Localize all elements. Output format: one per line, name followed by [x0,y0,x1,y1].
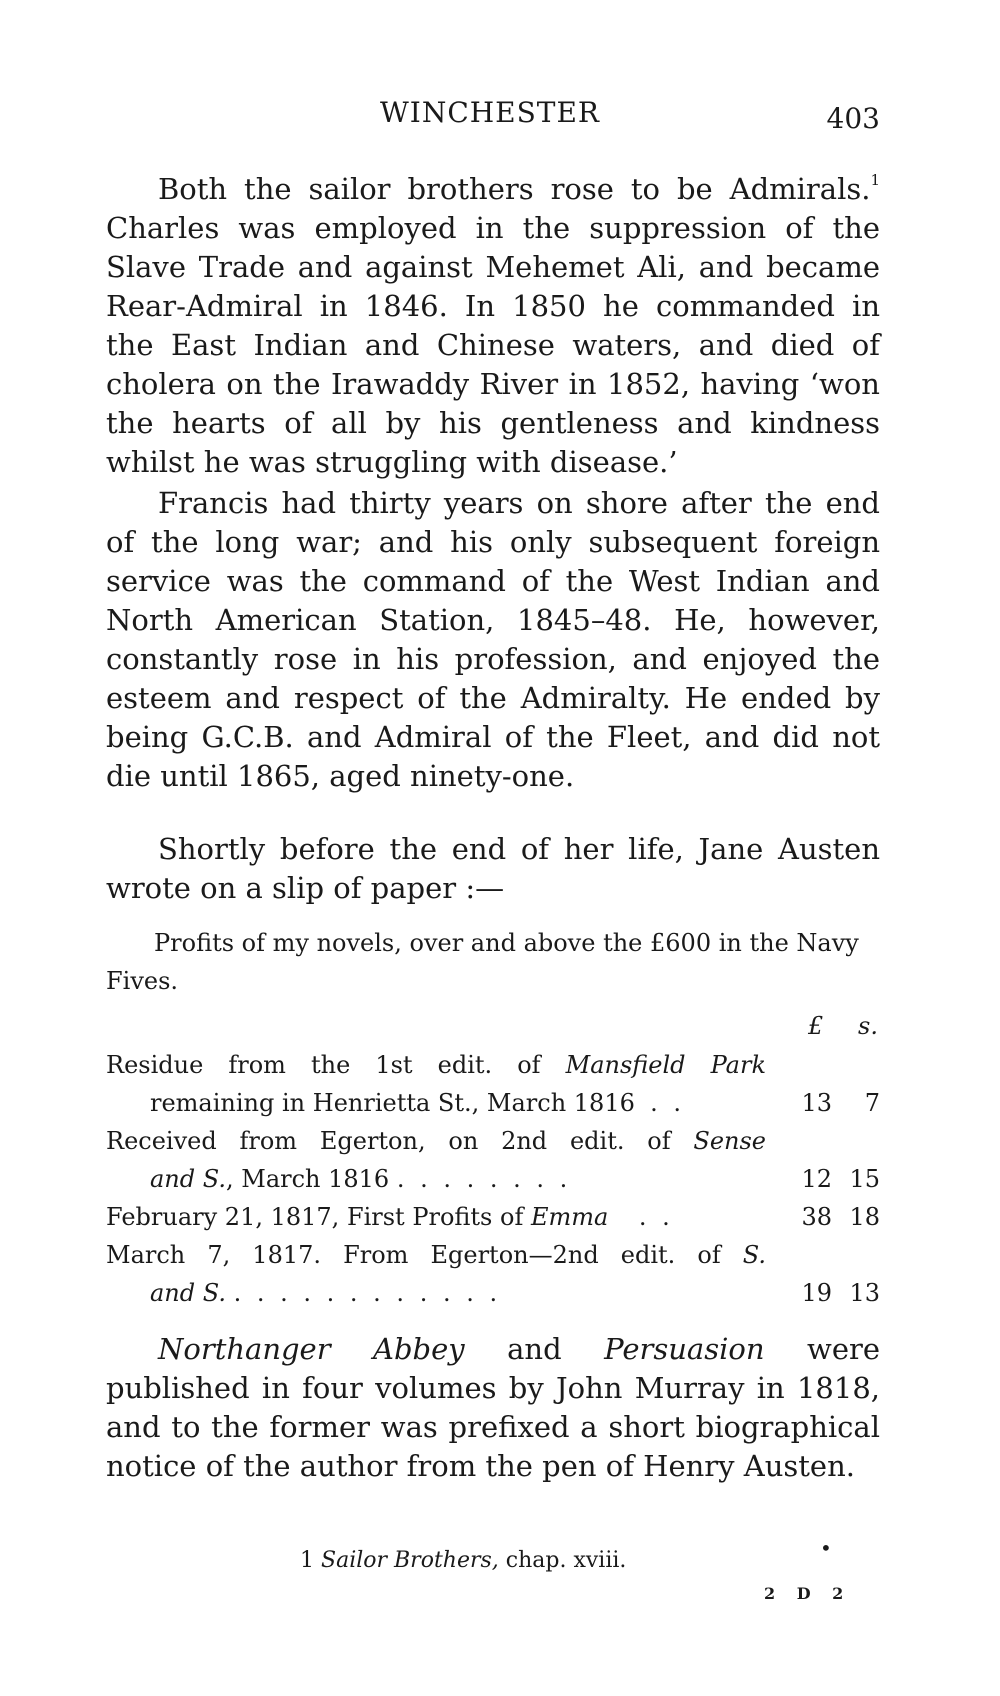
ledger-rows [106,1046,880,1312]
pounds-value: 12 [801,1165,832,1193]
footnote-rest: chap. xviii. [498,1548,627,1573]
footnote [300,1548,626,1573]
ledger-entry [106,1122,880,1198]
entry-line: Received from Egerton, on 2nd edit. of Sense [106,1127,766,1155]
profits-note-intro [106,924,880,1000]
p2-text: Francis had thirty years on shore after the end of the long war; and his only subsequent foreign service was the command of the West Indian and North American Station, 1845–48. He, however, constantly rose in his profession, and enjoyed the esteem and respect of the Admiralty. He ended by being G.C.B. and Admiral of the Fleet, and did not die until 1865, aged ninety-one. [106,486,880,793]
p1-text: Both the sailor brothers rose to be Admirals. [158,172,871,206]
paragraph-slip-of-paper [106,830,880,908]
ledger-entry [106,1198,880,1236]
p3-text: Shortly before the end of her life, Jane Austen wrote on a slip of paper :— [106,832,880,905]
shilling-column-header: s. [858,1012,878,1040]
shillings-value: 13 [849,1279,880,1307]
p4-rest: were published in four volumes by John Murray in 1818, and to the former was prefixed a short biographical notice of the author from the pen of Henry Austen. [106,1332,881,1483]
leader-dots: . . . . . . . . . . . . [233,1279,502,1307]
pounds-value: 13 [801,1089,832,1117]
running-head: WINCHESTER [380,96,600,129]
ledger-entry [106,1046,880,1122]
shillings-value: 7 [864,1089,880,1117]
paragraph-admirals [106,170,880,482]
leader-dots: . . . . . . . . [396,1165,572,1193]
entry-line: and S. . . . . . . . . . . . . [150,1279,502,1307]
footnote-reference[interactable]: 1 [870,171,880,189]
signature-mark: 2 D 2 [764,1584,852,1603]
shillings-value: 18 [849,1203,880,1231]
page-number: 403 [826,102,880,135]
paragraph-publication: Northanger Abbey and Persuasion were published in four volumes by John Murray in 1818, and to the former was prefixed a short biographical notice of the author from the pen of Henry Austen. [106,1332,881,1483]
entry-line: Residue from the 1st edit. of Mansfield Park [106,1051,766,1079]
footnote-title: Sailor Brothers, [321,1548,499,1573]
pound-column-header: £ [808,1012,824,1040]
ledger-entry [106,1236,880,1312]
currency-header [800,1012,880,1042]
pounds-value: 38 [801,1203,832,1231]
title-persuasion: Persuasion [604,1332,765,1366]
leader-dots: . . [638,1203,674,1231]
title-northanger-abbey: Northanger Abbey [158,1332,465,1366]
pounds-value: 19 [801,1279,832,1307]
entry-line: remaining in Henrietta St., March 1816 . . [150,1089,686,1117]
note-intro-text: Profits of my novels, over and above the £600 in the Navy Fives. [106,929,859,995]
leader-dots: . . [650,1089,686,1117]
entry-line: March 7, 1817. From Egerton—2nd edit. of S. [106,1241,766,1269]
shillings-value: 15 [849,1165,880,1193]
entry-line: and S., March 1816 . . . . . . . . [150,1165,572,1193]
p1-rest: Charles was employed in the suppression of the Slave Trade and against Mehemet Ali, and became Rear-Admiral in 1846. In 1850 he commanded in the East Indian and Chinese waters, and died of cholera on the Irawaddy River in 1852, having ‘won the hearts of all by his gentleness and kindness whilst he was struggling with disease.’ [106,211,880,479]
page-header [100,96,880,140]
paragraph-francis [106,484,880,796]
entry-line: February 21, 1817, First Profits of Emma . . [106,1203,674,1231]
footnote-number: 1 [300,1548,314,1573]
bullet-mark-icon: • [820,1536,832,1560]
